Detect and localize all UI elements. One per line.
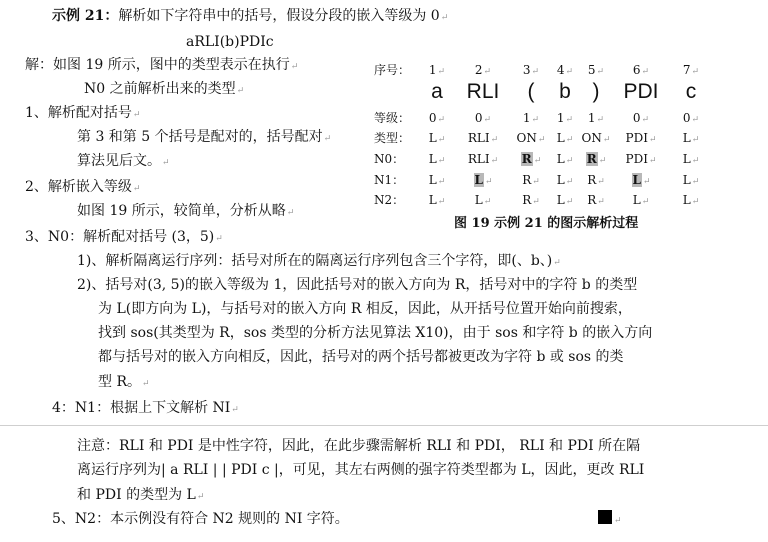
fig-level-cell: 1↵ [522,111,540,125]
row-label-n2: N2： [374,193,405,207]
fig-seq-cell: 2↵ [474,63,492,77]
fig-type-cell: ON↵ [581,131,611,145]
example-title [52,7,448,27]
step-text: 都与括号对的嵌入方向相反，因此，括号对的两个括号都被更改为字符 b 或 sos 的类 [98,349,624,365]
fig-n1-cell: L↵ [556,173,574,187]
divider [0,425,768,426]
fig-level-cell: 0↵ [682,111,700,125]
fig-n0-cell: R ↵ [586,152,607,166]
fig-level-cell: 0↵ [632,111,650,125]
step-text: 算法见后文。↵ [77,153,170,169]
fig-n2-cell: L↵ [556,193,574,207]
fig-char: RLI [466,80,500,103]
step-heading: 1、解析配对括号↵ [25,105,141,121]
fig-level-cell: 1↵ [556,111,574,125]
fig-n1-cell: L ↵ [474,173,493,187]
fig-type-cell: RLI↵ [467,131,499,145]
row-label-level: 等级： [374,111,411,125]
step-heading: 2、解析嵌入等级↵ [25,179,141,195]
fig-n0-cell: R ↵ [521,152,542,166]
fig-n0-cell: L↵ [428,152,446,166]
fig-n2-cell: L↵ [632,193,650,207]
row-label-n0: N0： [374,152,405,166]
fig-n2-cell: R↵ [587,193,605,207]
row-label-n1: N1： [374,173,405,187]
fig-seq-cell: 3↵ [522,63,540,77]
fig-n1-cell: L↵ [428,173,446,187]
step-text: 2)、括号对(3, 5)的嵌入等级为 1，因此括号对的嵌入方向为 R，括号对中的字符 b 的类型 [77,277,638,293]
fig-type-cell: L↵ [682,131,700,145]
fig-char: PDI [623,80,659,103]
fig-char: ) [592,80,600,103]
fig-n0-cell: L↵ [682,152,700,166]
step-text: 第 3 和第 5 个括号是配对的，括号配对↵ [77,129,332,145]
paragraph-mark: ↵ [440,13,449,23]
fig-type-cell: ON↵ [516,131,546,145]
fig-char: ( [527,80,535,103]
note-text: 注意：RLI 和 PDI 是中性字符，因此，在此步骤需解析 RLI 和 PDI， RLI 和 PDI 所在隔 [77,438,641,454]
fig-n1-cell: L↵ [682,173,700,187]
example-label: 示例 21： [52,8,119,24]
fig-seq-cell: 1↵ [428,63,446,77]
row-label-seq: 序号： [374,63,411,77]
step-heading: 4：N1：根据上下文解析 NI↵ [52,400,239,416]
fig-seq-cell: 7↵ [682,63,700,77]
example-title-text: 解析如下字符串中的括号，假设分段的嵌入等级为 0 [118,8,440,24]
fig-n0-cell: RLI↵ [467,152,499,166]
solution-line: N0 之前解析出来的类型↵ [84,81,245,97]
fig-level-cell: 0↵ [474,111,492,125]
fig-char: c [685,80,697,103]
note-text: 离运行序列为| a RLI | | PDI c |，可见，其左右两侧的强字符类型都为 L，因此，更改 RLI [77,462,645,478]
paragraph-mark: ↵ [614,516,622,526]
end-square [598,510,612,524]
fig-n2-cell: L↵ [428,193,446,207]
fig-n1-cell: R↵ [522,173,540,187]
step-text: 找到 sos(其类型为 R，sos 类型的分析方法见算法 X10)，由于 sos 和字符 b 的嵌入方向 [98,325,653,341]
step-heading: 5、N2：本示例没有符合 N2 规则的 NI 字符。 [52,511,349,527]
fig-type-cell: L↵ [556,131,574,145]
step-text: 1)、解析隔离运行序列：括号对所在的隔离运行序列包含三个字符，即(、b、)↵ [77,253,561,269]
fig-type-cell: PDI↵ [625,131,657,145]
example-string: aRLI(b)PDIc [186,34,274,50]
fig-seq-cell: 6↵ [632,63,650,77]
fig-n2-cell: R↵ [522,193,540,207]
fig-n1-cell: R↵ [587,173,605,187]
step-text: 为 L(即方向为 L)，与括号对的嵌入方向 R 相反，因此，从开括号位置开始向前搜索， [98,301,632,317]
row-label-type: 类型： [374,131,411,145]
figure-caption: 图 19 示例 21 的图示解析过程 [454,216,639,231]
note-text: 和 PDI 的类型为 L↵ [77,487,205,503]
step-heading: 3、N0：解析配对括号 (3，5)↵ [25,229,223,245]
step-text: 如图 19 所示，较简单，分析从略↵ [77,203,295,219]
fig-level-cell: 0↵ [428,111,446,125]
fig-seq-cell: 4↵ [556,63,574,77]
fig-level-cell: 1↵ [587,111,605,125]
fig-char: a [431,80,443,103]
fig-n0-cell: L↵ [556,152,574,166]
fig-char: b [559,80,571,103]
fig-n2-cell: L↵ [474,193,492,207]
solution-line: 解：如图 19 所示，图中的类型表示在执行↵ [25,57,299,73]
fig-n2-cell: L↵ [682,193,700,207]
step-text: 型 R。↵ [98,374,150,390]
fig-n1-cell: L ↵ [632,173,651,187]
fig-n0-cell: PDI↵ [625,152,657,166]
fig-type-cell: L↵ [428,131,446,145]
fig-seq-cell: 5↵ [587,63,605,77]
